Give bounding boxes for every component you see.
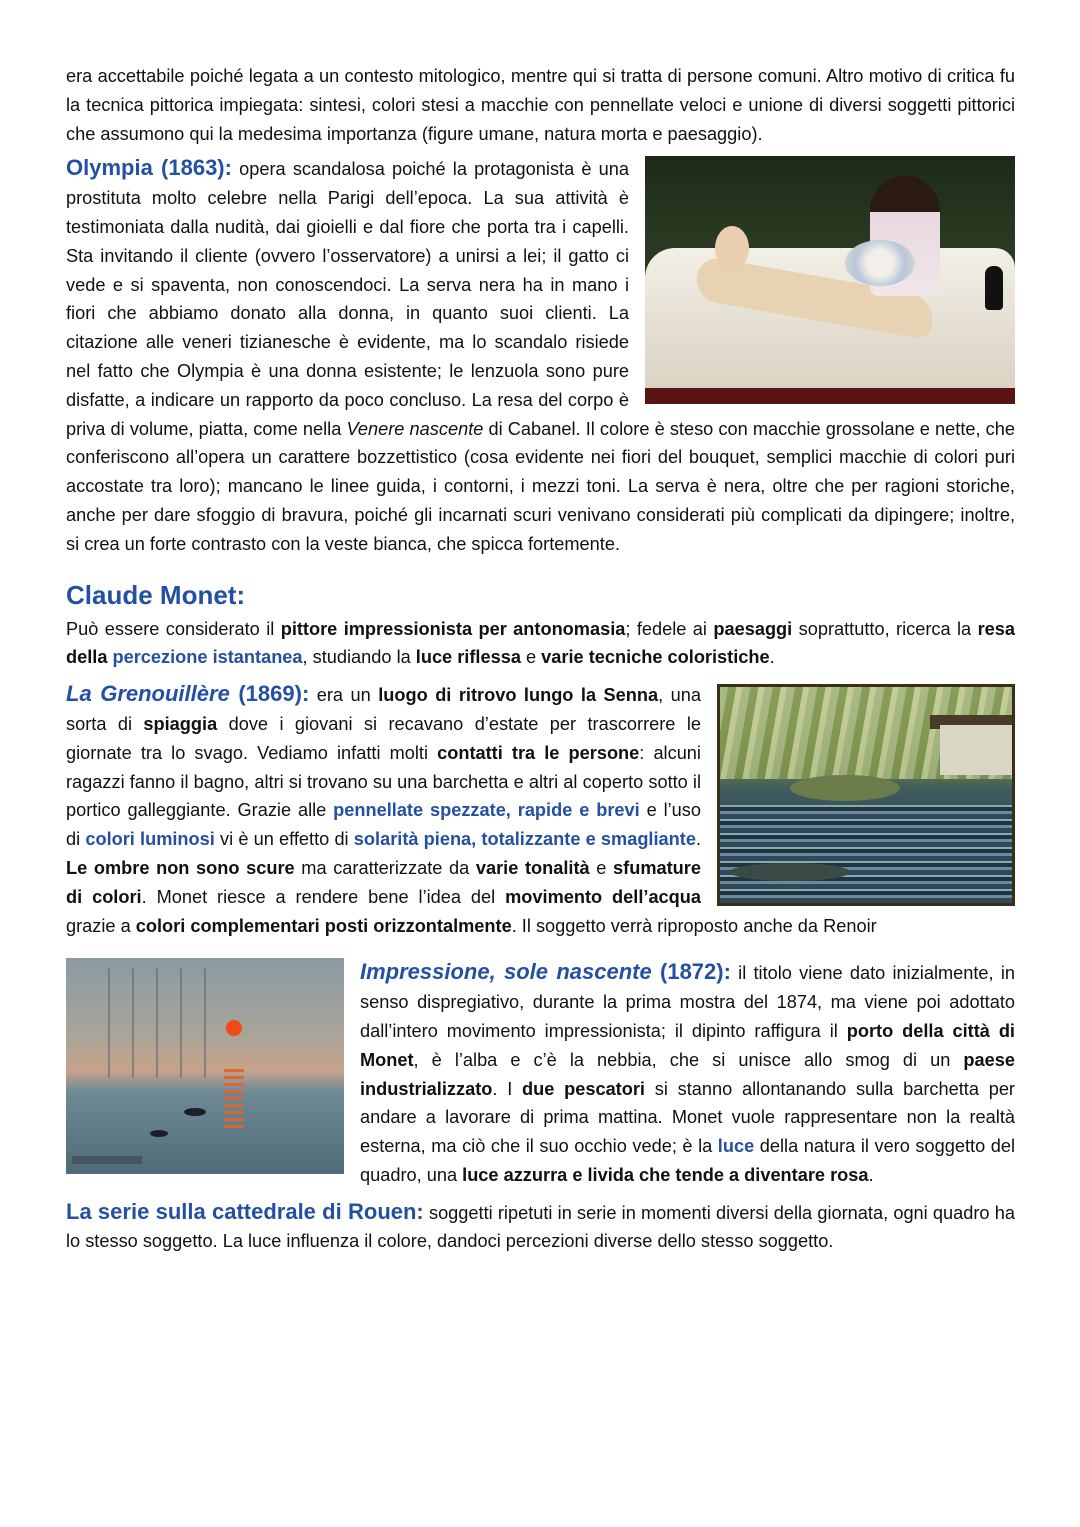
intro-paragraph (66, 62, 1015, 148)
grenouillere-title: La Grenouillère (66, 681, 230, 707)
rouen-paragraph: La serie sulla cattedrale di Rouen: soggetti ripetuti in serie in momenti diversi della giornata, ogni quadro ha lo stesso soggetto. La luce influenza il colore, dandoci percezioni diverse dello stesso soggetto. (66, 1198, 1015, 1252)
olympia-paragraph: Olympia (1863): opera scandalosa poiché la protagonista è una prostituta molto celebre nella Parigi dell’epoca. La sua attività è testimoniata dalla nudità, dai gioielli e dal fiore che porta tra i capelli. Sta invitando il cliente (ovvero l’osservatore) a unirsi a lei; il gatto ci vede e si spaventa, non conoscendoci. La serva nera ha in mano i fiori che abbiamo donato alla donna, in quanto suoi clienti. La citazione alle veneri tizianesche è evidente, ma lo scandalo risiede nel fatto che Olympia è una donna esistente; le lenzuola sono pure disfatte, a indicare un rapporto da poco concluso. La resa del corpo è priva di volume, piatta, come nella Venere nascente di Cabanel. Il colore è steso con macchie grossolane e nette, che conferiscono all’opera un carattere bozzettistico (cosa evidente nei fiori del bouquet, semplici macchie di colori puri accostate tra loro); mancano le linee guida, i contorni, i mezzi toni. La serva è nera, oltre che per ragioni storiche, anche per dare sfoggio di bravura, poiché gli incarnati scuri venivano considerati più complicati da dipingere; inoltre, si crea un forte contrasto con la veste bianca, che spicca fortemente. (66, 155, 1016, 554)
document-page (66, 62, 1015, 1256)
impressione-title: Impressione, sole nascente (360, 959, 652, 985)
olympia-title: Olympia (1863): (66, 155, 232, 181)
intro-text: era accettabile poiché legata a un contesto mitologico, mentre qui si tratta di persone comuni. Altro motivo di critica fu la tecnica pittorica impiegata: sintesi, colori stesi a macchie con pennellate veloci e unione di diversi soggetti pittorici che assumono qui la medesima importanza (figure umane, natura morta e paesaggio). (66, 66, 1015, 144)
grenouillere-painting-image (717, 684, 1015, 906)
grenouillere-paragraph: La Grenouillère (1869): era un luogo di ritrovo lungo la Senna, una sorta di spiaggia dove i giovani si recavano d’estate per trascorrere le giornate tra lo svago. Vediamo infatti molti contatti tra le persone: alcuni ragazzi fanno il bagno, altri si trovano su una barchetta e altri al coperto sotto il portico galleggiante. Grazie alle pennellate spezzate, rapide e brevi e l’uso di colori luminosi vi è un effetto di solarità piena, totalizzante e smagliante. Le ombre non sono scure ma caratterizzate da varie tonalità e sfumature di colori. Monet riesce a rendere bene l’idea del movimento dell’acqua grazie a colori complementari posti orizzontalmente. Il soggetto verrà riproposto anche da Renoir (66, 681, 877, 936)
rouen-title: La serie sulla cattedrale di Rouen: (66, 1198, 424, 1224)
impressione-painting-image (66, 958, 344, 1174)
impressione-paragraph: Impressione, sole nascente (1872): il titolo viene dato inizialmente, in senso dispregiativo, durante la prima mostra del 1874, ma viene poi adottato dall’intero movimento impressionista; il dipinto raffigura il porto della città di Monet, è l’alba e c’è la nebbia, che si unisce allo smog di un paese industrializzato. I due pescatori si stanno allontanando sulla barchetta per andare a lavorare di prima mattina. Monet vuole rappresentare non la realtà esterna, ma ciò che il suo occhio vede; è la luce della natura il vero soggetto del quadro, una luce azzurra e livida che tende a diventare rosa. (360, 959, 1016, 1185)
venere-nascente-italic: Venere nascente (346, 418, 484, 439)
olympia-painting-image (645, 156, 1015, 404)
monet-intro: Può essere considerato il pittore impressionista per antonomasia; fedele ai paesaggi soprattutto, ricerca la resa della percezione istantanea, studiando la luce riflessa e varie tecniche coloristiche. (66, 618, 1016, 668)
monet-heading: Claude Monet: (66, 579, 246, 610)
